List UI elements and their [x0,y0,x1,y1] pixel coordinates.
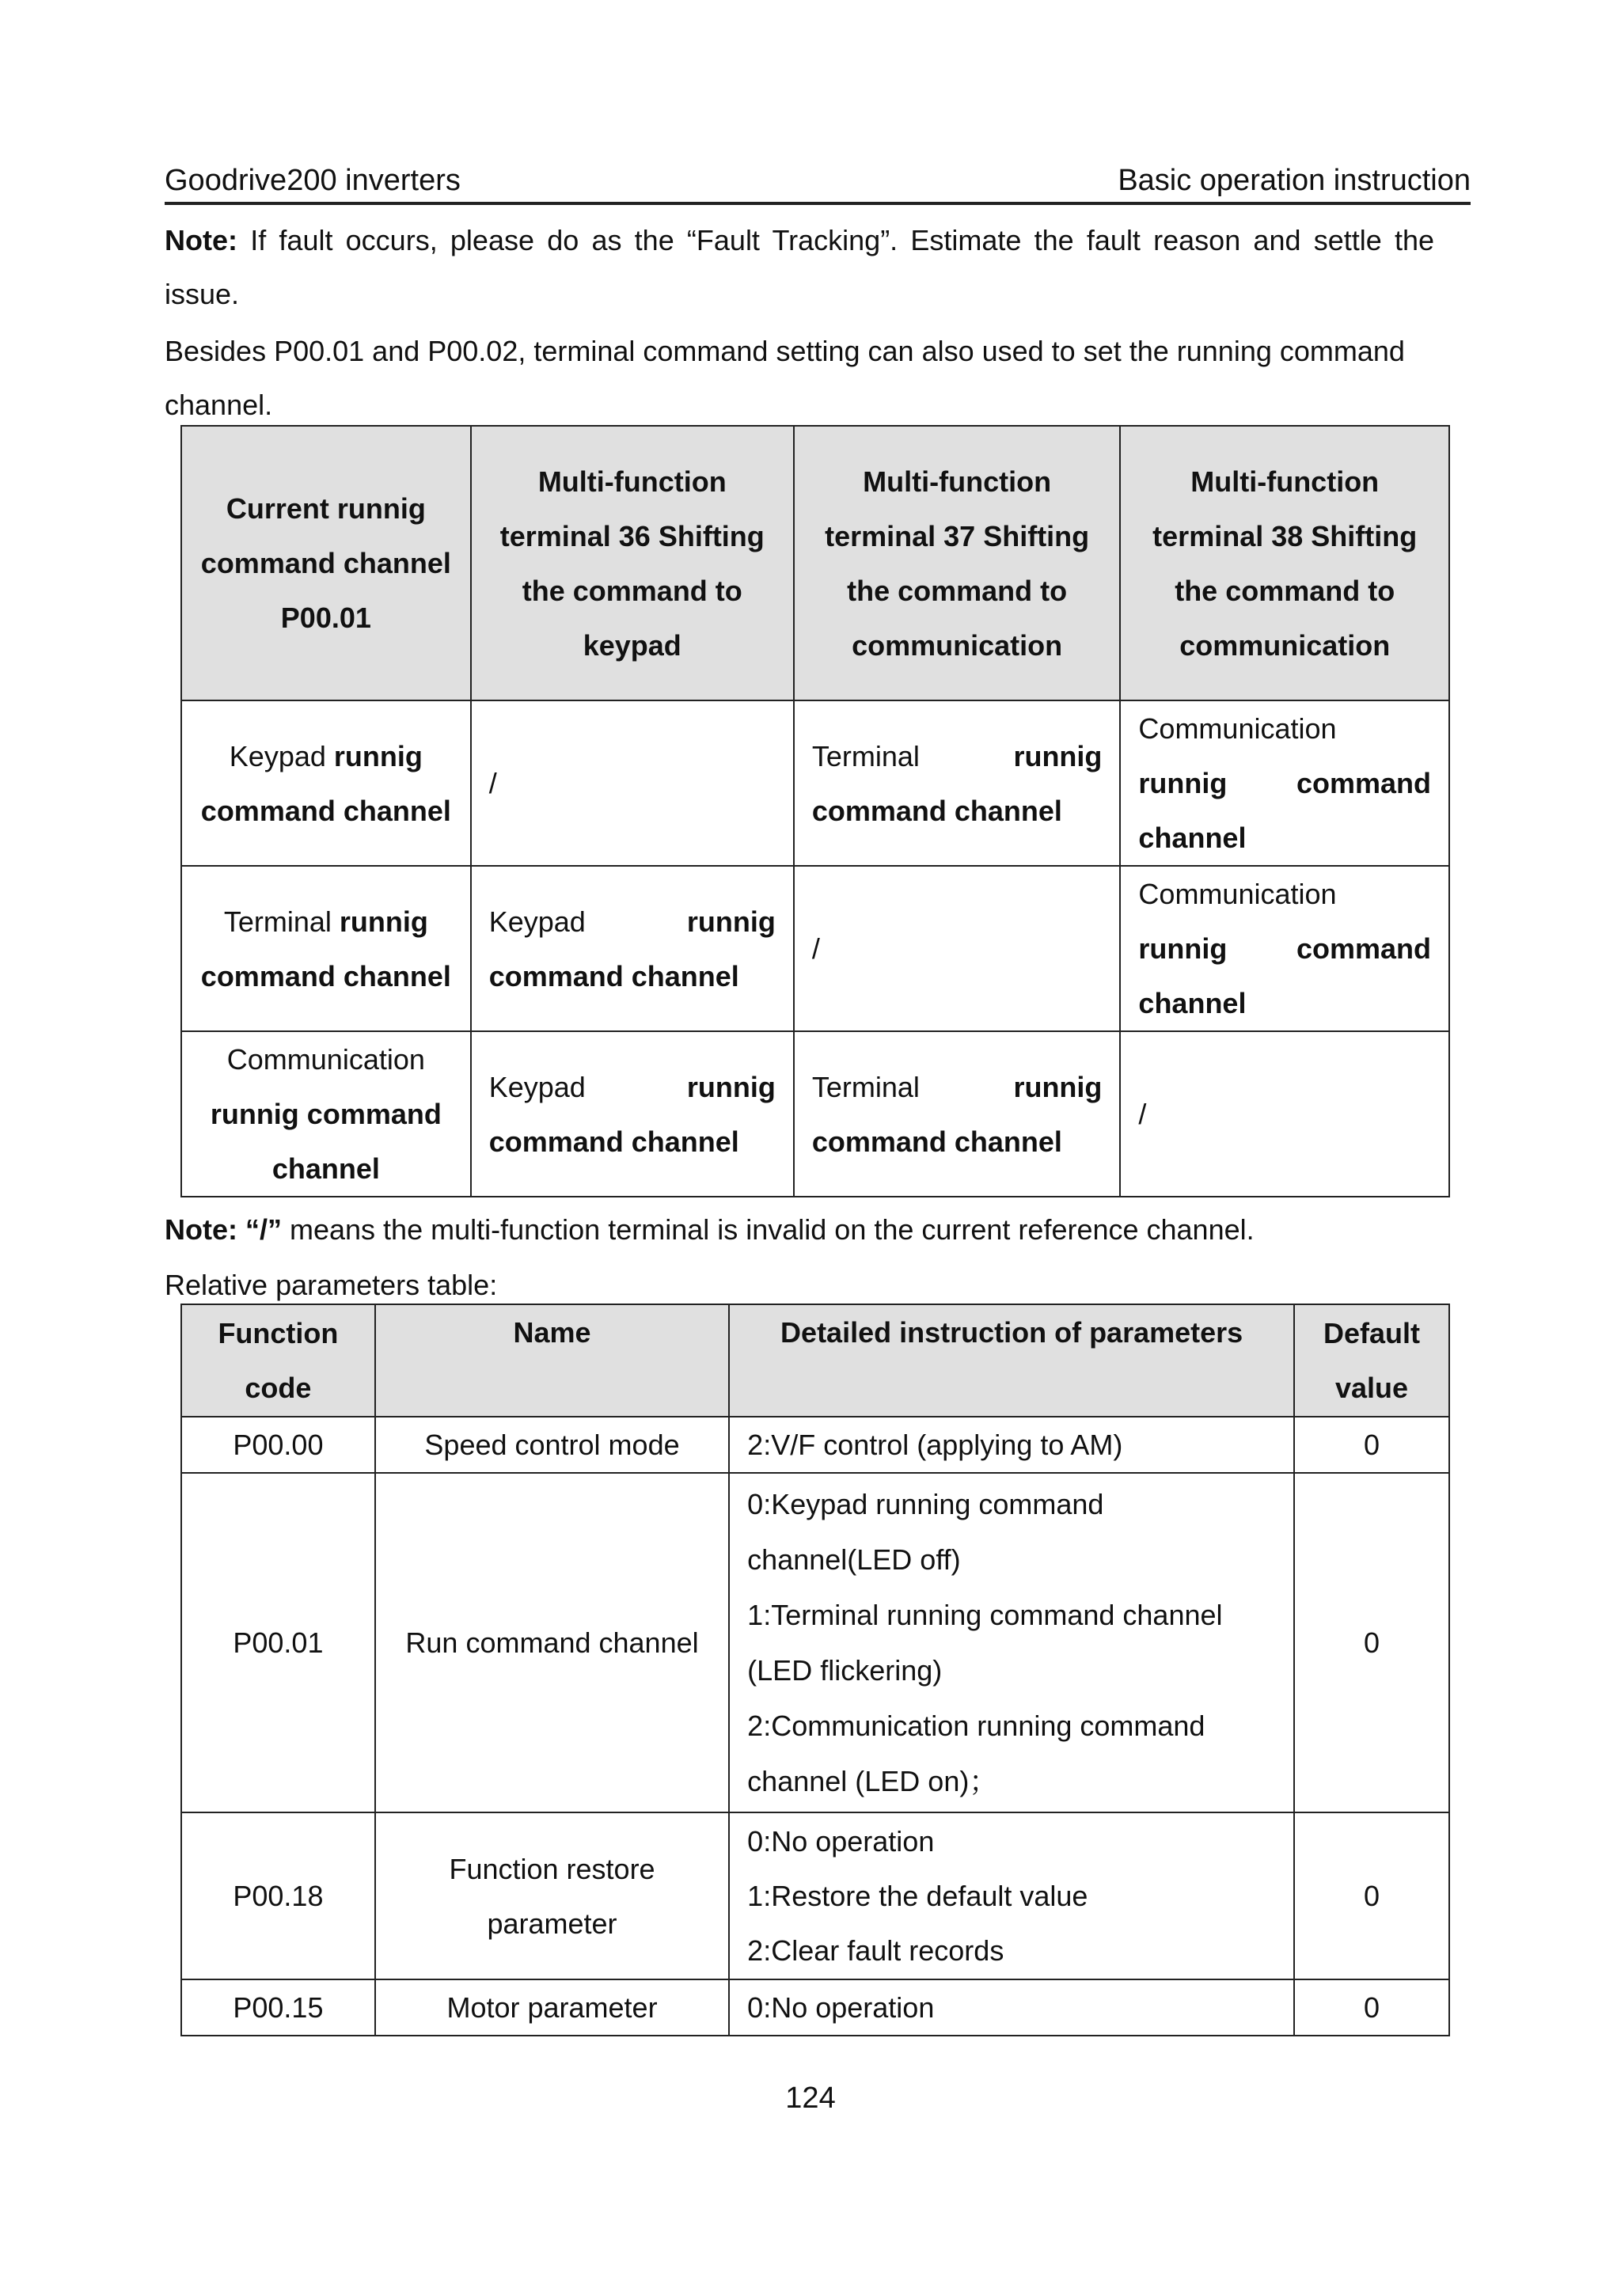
col-header-detail: Detailed instruction of parameters [729,1304,1294,1417]
note-slash [165,1203,1255,1257]
function-code: P00.00 [181,1417,375,1473]
note-text: If fault occurs, please do as the “Fault Tracking”. Estimate the fault reason and settle the [237,224,1434,256]
parameter-detail: 0:No operation 1:Restore the default value 2:Clear fault records [729,1812,1294,1979]
function-code: P00.18 [181,1812,375,1979]
table-row [181,866,1449,1031]
cell-communication-channel: Communication runnig command channel [1120,700,1449,866]
note-fault [165,214,1434,321]
table-header-row [181,426,1449,700]
cell-keypad-channel: Keypad runnig command channel [471,866,794,1031]
parameter-name: Speed control mode [375,1417,729,1473]
table-header-row [181,1304,1449,1417]
row-terminal-channel: Terminal runnig command channel [181,866,471,1031]
parameter-detail: 0:Keypad running command channel(LED off) 1:Terminal running command channel (LED flickering) 2:Communication running command channel (LED on)； [729,1473,1294,1812]
cell-slash: / [794,866,1121,1031]
default-value: 0 [1294,1812,1449,1979]
besides-line-2: channel. [165,389,273,421]
parameter-name: Run command channel [375,1473,729,1812]
cell-terminal-channel: Terminal runnig command channel [794,700,1121,866]
channel-shift-table [180,425,1450,1197]
table-row [181,1473,1449,1812]
parameters-table [180,1304,1450,2036]
table-row [181,1417,1449,1473]
parameter-detail: 0:No operation [729,1979,1294,2036]
note-label: Note: [165,224,237,256]
cell-keypad-channel: Keypad runnig command channel [471,1031,794,1197]
default-value: 0 [1294,1979,1449,2036]
relative-parameters-caption: Relative parameters table: [165,1269,498,1301]
default-value: 0 [1294,1417,1449,1473]
col-header-terminal-36: Multi-function terminal 36 Shifting the command to keypad [471,426,794,700]
note-slash-label: Note: “/” [165,1213,282,1246]
col-header-function-code: Function code [181,1304,375,1417]
function-code: P00.01 [181,1473,375,1812]
besides-paragraph [165,324,1434,432]
parameter-name: Function restore parameter [375,1812,729,1979]
header-left: Goodrive200 inverters [165,164,461,197]
col-header-default: Default value [1294,1304,1449,1417]
col-header-terminal-37: Multi-function terminal 37 Shifting the command to communication [794,426,1121,700]
table-row [181,1979,1449,2036]
table-row [181,1031,1449,1197]
cell-slash: / [471,700,794,866]
note-text-2: issue. [165,278,240,310]
note-slash-text: means the multi-function terminal is invalid on the current reference channel. [282,1213,1255,1246]
function-code: P00.15 [181,1979,375,2036]
col-header-terminal-38: Multi-function terminal 38 Shifting the command to communication [1120,426,1449,700]
besides-line-1: Besides P00.01 and P00.02, terminal command setting can also used to set the running command [165,335,1405,367]
parameter-name: Motor parameter [375,1979,729,2036]
row-communication-channel: Communication runnig command channel [181,1031,471,1197]
default-value: 0 [1294,1473,1449,1812]
cell-slash: / [1120,1031,1449,1197]
table-row [181,700,1449,866]
parameter-detail: 2:V/F control (applying to AM) [729,1417,1294,1473]
table-row [181,1812,1449,1979]
row-keypad-channel: Keypad runnig command channel [181,700,471,866]
col-header-name: Name [375,1304,729,1417]
cell-communication-channel: Communication runnig command channel [1120,866,1449,1031]
header-right: Basic operation instruction [1118,164,1471,197]
page-number: 124 [785,2082,836,2115]
cell-terminal-channel: Terminal runnig command channel [794,1031,1121,1197]
col-header-current-channel: Current runnig command channel P00.01 [181,426,471,700]
page-header [165,162,1471,205]
